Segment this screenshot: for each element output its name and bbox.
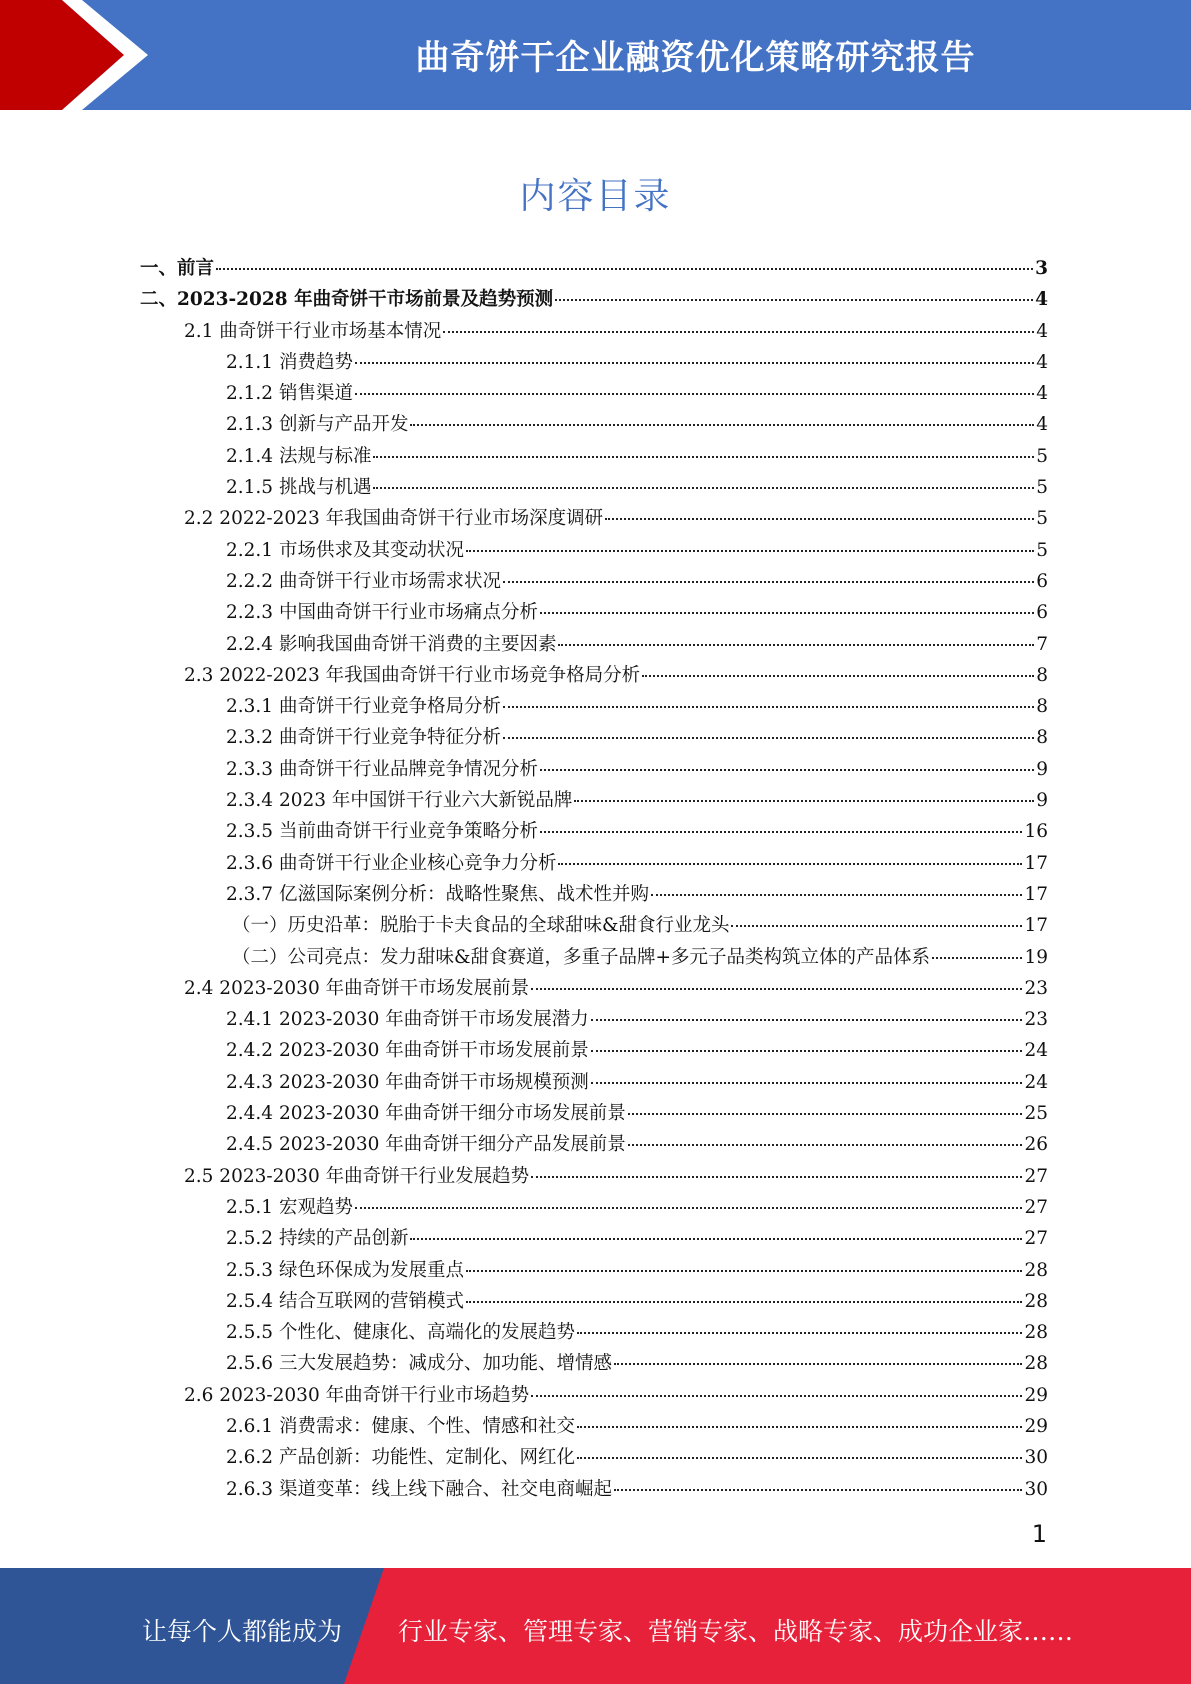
toc-entry-label: 2.3 2022-2023 年我国曲奇饼干行业市场竞争格局分析: [184, 664, 641, 686]
toc-entry-label: （一）历史沿革：脱胎于卡夫食品的全球甜味&甜食行业龙头: [232, 915, 730, 937]
toc-entry-page: 28: [1024, 1290, 1048, 1312]
toc-entry-label: 2.3.5 当前曲奇饼干行业竞争策略分析: [226, 821, 538, 843]
toc-entry-page: 3: [1035, 258, 1048, 279]
toc-leader-dots: [531, 1176, 1022, 1178]
toc-entry-page: 6: [1036, 602, 1048, 624]
toc-entry-label: 2.5.4 结合互联网的营销模式: [226, 1290, 464, 1312]
toc-entry[interactable]: [140, 974, 1048, 1005]
toc-leader-dots: [577, 1457, 1022, 1459]
toc-entry[interactable]: [140, 723, 1048, 754]
toc-entry-page: 24: [1024, 1040, 1048, 1062]
toc-entry-label: 2.6.1 消费需求：健康、个性、情感和社交: [226, 1415, 575, 1437]
toc-entry-label: 2.2.3 中国曲奇饼干行业市场痛点分析: [226, 602, 538, 624]
toc-leader-dots: [503, 706, 1034, 708]
toc-leader-dots: [628, 1144, 1023, 1146]
toc-entry-page: 9: [1036, 758, 1048, 780]
toc-entry-label: 2.5.2 持续的产品创新: [226, 1228, 409, 1250]
toc-entry[interactable]: [140, 504, 1048, 535]
toc-entry[interactable]: [140, 755, 1048, 786]
toc-entry[interactable]: [140, 849, 1048, 880]
toc-entry-label: 2.4.5 2023-2030 年曲奇饼干细分产品发展前景: [226, 1134, 626, 1156]
toc-entry-page: 19: [1024, 946, 1048, 968]
toc-entry-page: 5: [1036, 508, 1048, 530]
toc-entry[interactable]: [140, 1099, 1048, 1130]
toc-leader-dots: [558, 644, 1034, 646]
toc-entry[interactable]: [140, 348, 1048, 379]
toc-entry-page: 4: [1035, 289, 1048, 311]
toc-entry-label: 2.4.4 2023-2030 年曲奇饼干细分市场发展前景: [226, 1103, 626, 1125]
toc-leader-dots: [410, 1238, 1022, 1240]
toc-entry-label: 2.3.1 曲奇饼干行业竞争格局分析: [226, 696, 501, 718]
toc-entry-label: 2.5.5 个性化、健康化、高端化的发展趋势: [226, 1322, 575, 1344]
toc-entry-page: 6: [1036, 570, 1048, 592]
toc-entry[interactable]: [140, 1318, 1048, 1349]
toc-leader-dots: [558, 863, 1022, 865]
toc-leader-dots: [540, 769, 1034, 771]
toc-entry-label: 2.3.6 曲奇饼干行业企业核心竞争力分析: [226, 852, 557, 874]
toc-leader-dots: [577, 1426, 1022, 1428]
toc-entry[interactable]: [140, 786, 1048, 817]
toc-entry-label: 2.4.3 2023-2030 年曲奇饼干市场规模预测: [226, 1071, 589, 1093]
footer-slogan-left: 让每个人都能成为: [142, 1617, 343, 1646]
toc-title: 内容目录: [519, 176, 672, 217]
toc-leader-dots: [216, 268, 1033, 270]
toc-entry[interactable]: [140, 1287, 1048, 1318]
toc-entry[interactable]: [140, 379, 1048, 410]
toc-entry[interactable]: [140, 254, 1048, 285]
toc-entry-page: 9: [1036, 790, 1048, 812]
toc-leader-dots: [577, 1332, 1022, 1334]
toc-entry[interactable]: [140, 911, 1048, 942]
toc-entry-page: 17: [1024, 915, 1048, 937]
toc-leader-dots: [651, 894, 1022, 896]
toc-leader-dots: [591, 1082, 1023, 1084]
toc-entry-page: 30: [1024, 1478, 1048, 1500]
toc-entry-label: 2.3.3 曲奇饼干行业品牌竞争情况分析: [226, 758, 538, 780]
toc-entry-page: 28: [1024, 1322, 1048, 1344]
toc-entry-page: 28: [1024, 1353, 1048, 1375]
toc-entry-label: 2.2 2022-2023 年我国曲奇饼干行业市场深度调研: [184, 508, 604, 530]
toc-entry-page: 17: [1024, 852, 1048, 874]
toc-entry-label: 2.2.1 市场供求及其变动状况: [226, 539, 464, 561]
toc-leader-dots: [531, 1395, 1022, 1397]
header-banner: [0, 0, 1191, 110]
toc-entry[interactable]: [140, 1256, 1048, 1287]
toc-entry[interactable]: [140, 598, 1048, 629]
toc-entry-label: 2.3.4 2023 年中国饼干行业六大新锐品牌: [226, 790, 573, 812]
toc-entry-page: 8: [1036, 664, 1048, 686]
toc-leader-dots: [540, 831, 1022, 833]
toc-leader-dots: [614, 1363, 1022, 1365]
toc-entry-page: 27: [1024, 1165, 1048, 1187]
toc-entry-label: 2.5.1 宏观趋势: [226, 1196, 353, 1218]
footer-banner: [0, 1568, 1191, 1684]
toc-entry-page: 8: [1036, 727, 1048, 749]
toc-entry-page: 5: [1036, 539, 1048, 561]
toc-entry[interactable]: [140, 880, 1048, 911]
toc-entry-label: 2.2.2 曲奇饼干行业市场需求状况: [226, 570, 501, 592]
toc-entry-page: 4: [1036, 320, 1048, 342]
toc-entry-label: 2.4 2023-2030 年曲奇饼干市场发展前景: [184, 977, 530, 999]
toc-entry-page: 4: [1036, 383, 1048, 405]
toc-entry-page: 29: [1024, 1384, 1048, 1406]
toc-leader-dots: [574, 800, 1034, 802]
toc-entry-label: 2.6.3 渠道变革：线上线下融合、社交电商崛起: [226, 1478, 612, 1500]
toc-entry[interactable]: [140, 1162, 1048, 1193]
toc-entry[interactable]: [140, 817, 1048, 848]
toc-entry-page: 23: [1024, 977, 1048, 999]
toc-leader-dots: [466, 1270, 1022, 1272]
toc-entry[interactable]: [140, 1443, 1048, 1474]
toc-leader-dots: [628, 1113, 1023, 1115]
toc-leader-dots: [614, 1489, 1022, 1491]
toc-leader-dots: [503, 581, 1034, 583]
toc-entry[interactable]: [140, 567, 1048, 598]
toc-entry-label: 2.3.2 曲奇饼干行业竞争特征分析: [226, 727, 501, 749]
toc-entry-page: 4: [1036, 414, 1048, 436]
toc-entry-label: 2.2.4 影响我国曲奇饼干消费的主要因素: [226, 633, 557, 655]
toc-entry-page: 29: [1024, 1415, 1048, 1437]
toc-leader-dots: [531, 988, 1022, 990]
toc-entry-label: 2.3.7 亿滋国际案例分析：战略性聚焦、战术性并购: [226, 883, 649, 905]
toc-entry[interactable]: [140, 1381, 1048, 1412]
toc-leader-dots: [466, 550, 1034, 552]
footer-slogan-right: 行业专家、管理专家、营销专家、战略专家、成功企业家……: [398, 1617, 1074, 1646]
toc-leader-dots: [410, 424, 1034, 426]
toc-entry-label: 二、2023-2028 年曲奇饼干市场前景及趋势预测: [140, 289, 554, 311]
toc-entry[interactable]: [140, 661, 1048, 692]
toc-leader-dots: [731, 925, 1022, 927]
toc-entry-page: 16: [1024, 821, 1048, 843]
toc-leader-dots: [503, 737, 1034, 739]
table-of-contents: [140, 254, 1048, 1506]
toc-entry-label: 一、前言: [140, 258, 215, 279]
toc-entry-label: 2.5.6 三大发展趋势：减成分、加功能、增情感: [226, 1353, 612, 1375]
toc-entry-label: 2.6 2023-2030 年曲奇饼干行业市场趋势: [184, 1384, 530, 1406]
toc-leader-dots: [373, 456, 1034, 458]
toc-entry-label: 2.1.5 挑战与机遇: [226, 477, 372, 499]
toc-leader-dots: [605, 518, 1034, 520]
toc-entry-label: 2.1.4 法规与标准: [226, 445, 372, 467]
toc-entry-label: 2.6.2 产品创新：功能性、定制化、网红化: [226, 1447, 575, 1469]
toc-leader-dots: [373, 487, 1034, 489]
toc-leader-dots: [555, 299, 1033, 301]
toc-entry-label: （二）公司亮点：发力甜味&甜食赛道，多重子品牌+多元子品类构筑立体的产品体系: [232, 946, 930, 968]
toc-entry[interactable]: [140, 473, 1048, 504]
toc-leader-dots: [642, 675, 1034, 677]
toc-entry[interactable]: [140, 442, 1048, 473]
toc-entry[interactable]: [140, 1349, 1048, 1380]
toc-entry[interactable]: [140, 410, 1048, 441]
toc-entry-page: 26: [1024, 1134, 1048, 1156]
toc-entry[interactable]: [140, 1005, 1048, 1036]
toc-entry[interactable]: [140, 536, 1048, 567]
toc-entry-label: 2.4.1 2023-2030 年曲奇饼干市场发展潜力: [226, 1009, 589, 1031]
toc-entry[interactable]: [140, 285, 1048, 316]
toc-entry-label: 2.1 曲奇饼干行业市场基本情况: [184, 320, 442, 342]
toc-entry-page: 25: [1024, 1103, 1048, 1125]
report-title: 曲奇饼干企业融资优化策略研究报告: [415, 38, 976, 78]
toc-leader-dots: [932, 957, 1022, 959]
toc-entry[interactable]: [140, 317, 1048, 348]
toc-entry-page: 7: [1036, 633, 1048, 655]
toc-entry[interactable]: [140, 1412, 1048, 1443]
toc-entry-page: 23: [1024, 1009, 1048, 1031]
toc-entry-label: 2.1.3 创新与产品开发: [226, 414, 409, 436]
toc-entry[interactable]: [140, 1036, 1048, 1067]
toc-entry-label: 2.5 2023-2030 年曲奇饼干行业发展趋势: [184, 1165, 530, 1187]
toc-entry-page: 17: [1024, 883, 1048, 905]
toc-entry[interactable]: [140, 1224, 1048, 1255]
toc-entry-page: 5: [1036, 477, 1048, 499]
toc-leader-dots: [591, 1050, 1023, 1052]
toc-entry-page: 8: [1036, 696, 1048, 718]
toc-entry-page: 4: [1036, 351, 1048, 373]
toc-entry-page: 27: [1024, 1228, 1048, 1250]
toc-entry-page: 30: [1024, 1447, 1048, 1469]
toc-entry[interactable]: [140, 1475, 1048, 1506]
toc-entry[interactable]: [140, 630, 1048, 661]
toc-entry[interactable]: [140, 692, 1048, 723]
toc-entry[interactable]: [140, 1130, 1048, 1161]
toc-leader-dots: [443, 331, 1034, 333]
toc-entry[interactable]: [140, 1068, 1048, 1099]
toc-leader-dots: [466, 1301, 1022, 1303]
toc-entry-page: 24: [1024, 1071, 1048, 1093]
toc-leader-dots: [355, 362, 1034, 364]
toc-entry-label: 2.5.3 绿色环保成为发展重点: [226, 1259, 464, 1281]
toc-leader-dots: [355, 1207, 1023, 1209]
toc-entry-label: 2.1.1 消费趋势: [226, 351, 353, 373]
toc-entry-label: 2.1.2 销售渠道: [226, 383, 353, 405]
toc-entry-page: 5: [1036, 445, 1048, 467]
toc-leader-dots: [355, 393, 1034, 395]
toc-entry[interactable]: [140, 1193, 1048, 1224]
toc-entry-label: 2.4.2 2023-2030 年曲奇饼干市场发展前景: [226, 1040, 589, 1062]
page-number: 1: [1031, 1520, 1047, 1548]
toc-entry[interactable]: [140, 943, 1048, 974]
toc-entry-page: 28: [1024, 1259, 1048, 1281]
toc-entry-page: 27: [1024, 1196, 1048, 1218]
toc-leader-dots: [540, 612, 1034, 614]
toc-leader-dots: [591, 1019, 1023, 1021]
